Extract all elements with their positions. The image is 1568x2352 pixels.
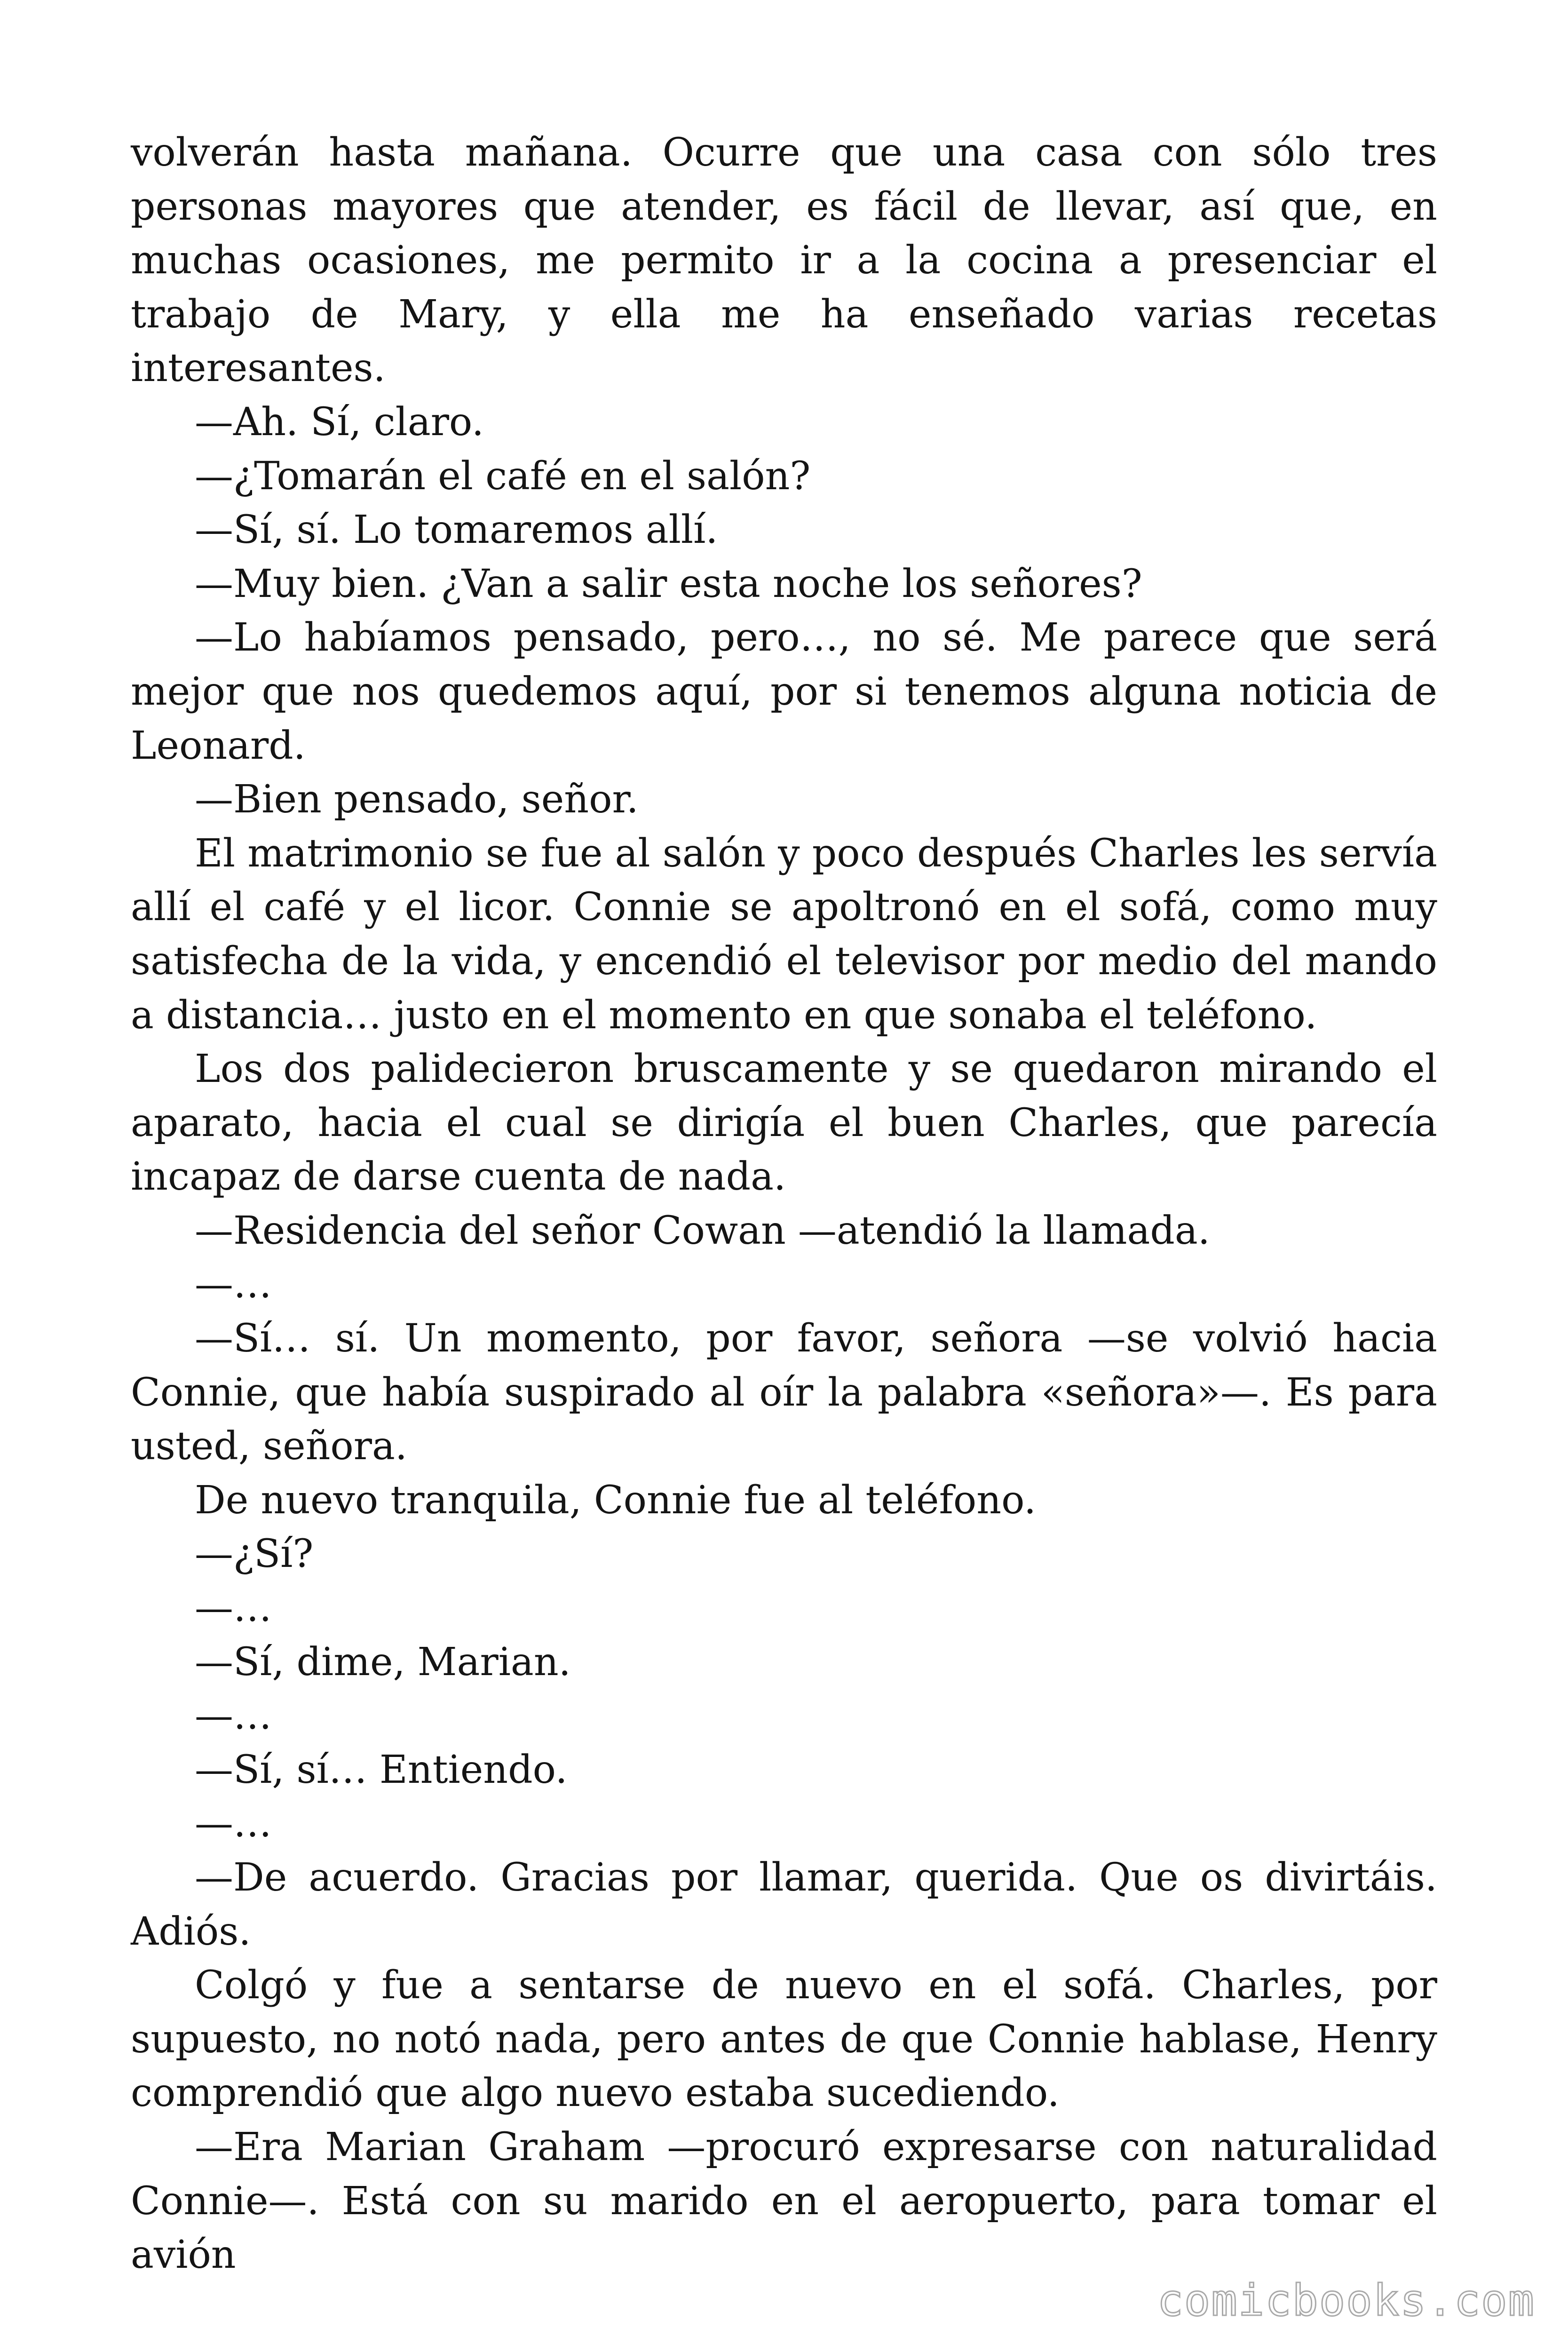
paragraph: —Muy bien. ¿Van a salir esta noche los señores? <box>195 561 1142 606</box>
paragraph: Colgó y fue a sentarse de nuevo en el sofá. Charles, por supuesto, no notó nada, pero antes de que Connie hablase, Henry comprendió que algo nuevo estaba sucediendo. <box>131 1963 1437 2116</box>
body-text <box>131 126 1437 2282</box>
paragraph: —Bien pensado, señor. <box>195 777 639 822</box>
paragraph: El matrimonio se fue al salón y poco después Charles les servía allí el café y el licor. Connie se apoltronó en el sofá, como muy satisfecha de la vida, y encendió el televisor por medio del mando a distancia… justo en el momento en que sonaba el teléfono. <box>131 831 1437 1038</box>
paragraph: —… <box>195 1693 272 1739</box>
paragraph: —Ah. Sí, claro. <box>195 399 484 445</box>
paragraph: —… <box>195 1262 272 1307</box>
paragraph: —¿Tomarán el café en el salón? <box>195 453 811 499</box>
paragraph: —Lo habíamos pensado, pero…, no sé. Me parece que será mejor que nos quedemos aquí, por si tenemos alguna noticia de Leonard. <box>131 615 1437 768</box>
paragraph: —Sí, dime, Marian. <box>195 1639 571 1685</box>
watermark: comicbooks.com <box>1157 2275 1535 2326</box>
paragraph: volverán hasta mañana. Ocurre que una casa con sólo tres personas mayores que atender, es fácil de llevar, así que, en muchas ocasiones, me permito ir a la cocina a presenciar el trabajo de Mary, y ella me ha enseñado varias recetas interesantes. <box>131 130 1437 391</box>
paragraph: —Sí, sí… Entiendo. <box>195 1747 568 1792</box>
paragraph: —De acuerdo. Gracias por llamar, querida. Que os divirtáis. Adiós. <box>131 1855 1437 1954</box>
paragraph: —… <box>195 1586 272 1631</box>
paragraph: —Era Marian Graham —procuró expresarse con naturalidad Connie—. Está con su marido en el aeropuerto, para tomar el avión <box>131 2124 1437 2278</box>
paragraph: —Sí… sí. Un momento, por favor, señora —se volvió hacia Connie, que había suspirado al oír la palabra «señora»—. Es para usted, señora. <box>131 1316 1437 1469</box>
paragraph: —… <box>195 1801 272 1846</box>
paragraph: —Residencia del señor Cowan —atendió la llamada. <box>195 1208 1210 1253</box>
paragraph: —Sí, sí. Lo tomaremos allí. <box>195 508 718 553</box>
paragraph: Los dos palidecieron bruscamente y se quedaron mirando el aparato, hacia el cual se dirigía el buen Charles, que parecía incapaz de darse cuenta de nada. <box>131 1047 1437 1200</box>
paragraph: —¿Sí? <box>195 1532 314 1577</box>
paragraph: De nuevo tranquila, Connie fue al teléfono. <box>195 1478 1037 1523</box>
